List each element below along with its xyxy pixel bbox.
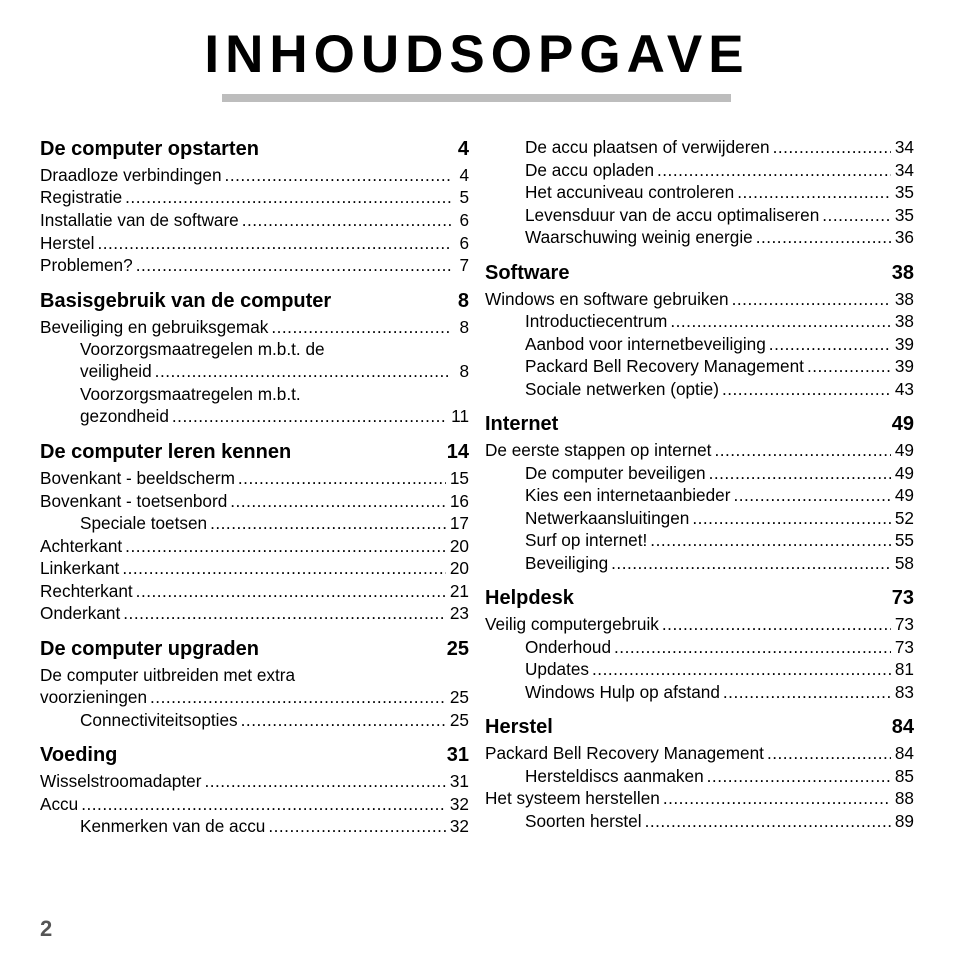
toc-entry[interactable]: Het accuniveau controleren ..... 35 (525, 181, 914, 203)
toc-heading[interactable]: Software 38 (485, 262, 914, 284)
toc-entry[interactable]: Beveiliging ..... 58 (525, 552, 914, 574)
toc-heading[interactable]: Basisgebruik van de computer 8 (40, 290, 469, 312)
toc-entry[interactable]: Packard Bell Recovery Management ..... 39 (525, 355, 914, 377)
toc-entry[interactable]: Updates ..... 81 (525, 658, 914, 680)
toc-entry[interactable]: Rechterkant ..... 21 (40, 580, 469, 602)
toc-entry-line: Voorzorgsmaatregelen m.b.t. (80, 384, 301, 404)
toc-entry[interactable]: Packard Bell Recovery Management ..... 84 (485, 742, 914, 764)
toc-entry[interactable]: Het systeem herstellen ..... 88 (485, 787, 914, 809)
toc-entry[interactable]: De eerste stappen op internet ..... 49 (485, 439, 914, 461)
toc-entry[interactable]: Installatie van de software ..... 6 (40, 209, 469, 231)
toc-entry[interactable]: Veilig computergebruik ..... 73 (485, 613, 914, 635)
toc-entry[interactable]: Linkerkant ..... 20 (40, 557, 469, 579)
toc-entry[interactable]: Kenmerken van de accu ..... 32 (80, 815, 469, 837)
toc-entry[interactable]: De computer uitbreiden met extra voorzieningen ..... 25 (40, 664, 469, 708)
toc-entry[interactable]: Surf op internet! ..... 55 (525, 529, 914, 551)
toc-entry[interactable]: De accu opladen ..... 34 (525, 159, 914, 181)
toc-entry[interactable]: Sociale netwerken (optie) ..... 43 (525, 378, 914, 400)
toc-heading[interactable]: De computer upgraden 25 (40, 638, 469, 660)
toc-entry[interactable]: Wisselstroomadapter ..... 31 (40, 770, 469, 792)
toc-entry[interactable]: Voorzorgsmaatregelen m.b.t. gezondheid ..... 11 (80, 383, 469, 427)
toc-entry[interactable]: De accu plaatsen of verwijderen ..... 34 (525, 136, 914, 158)
toc-entry[interactable]: Connectiviteitsopties ..... 25 (80, 709, 469, 731)
toc-entry-line: Voorzorgsmaatregelen m.b.t. de (80, 339, 325, 359)
toc-entry[interactable]: Windows Hulp op afstand ..... 83 (525, 681, 914, 703)
toc-entry-line: De computer uitbreiden met extra (40, 665, 296, 685)
toc-heading[interactable]: Herstel 84 (485, 716, 914, 738)
toc-entry[interactable]: Levensduur van de accu optimaliseren ..... 35 (525, 204, 914, 226)
toc-entry[interactable]: Soorten herstel ..... 89 (525, 810, 914, 832)
toc-entry[interactable]: Bovenkant - toetsenbord ..... 16 (40, 490, 469, 512)
toc-entry[interactable]: Netwerkaansluitingen ..... 52 (525, 507, 914, 529)
toc-heading[interactable]: De computer leren kennen 14 (40, 441, 469, 463)
page-number: 2 (40, 916, 53, 941)
toc-entry[interactable]: Speciale toetsen ..... 17 (80, 512, 469, 534)
toc-entry[interactable]: Introductiecentrum ..... 38 (525, 310, 914, 332)
toc-heading[interactable]: De computer opstarten 4 (40, 138, 469, 160)
toc-entry[interactable]: Bovenkant - beeldscherm ..... 15 (40, 467, 469, 489)
toc-entry[interactable]: Onderkant ..... 23 (40, 602, 469, 624)
toc-entry[interactable]: Kies een internetaanbieder ..... 49 (525, 484, 914, 506)
toc-heading[interactable]: Helpdesk 73 (485, 587, 914, 609)
toc-entry[interactable]: Beveiliging en gebruiksgemak ..... 8 (40, 316, 469, 338)
toc-entry[interactable]: Onderhoud ..... 73 (525, 636, 914, 658)
toc-heading[interactable]: Internet 49 (485, 413, 914, 435)
toc-entry[interactable]: De computer beveiligen ..... 49 (525, 462, 914, 484)
toc-entry[interactable]: Waarschuwing weinig energie ..... 36 (525, 226, 914, 248)
toc-heading[interactable]: Voeding 31 (40, 744, 469, 766)
toc-entry[interactable]: Problemen? ..... 7 (40, 254, 469, 276)
toc-entry[interactable]: Windows en software gebruiken ..... 38 (485, 288, 914, 310)
toc-entry[interactable]: Voorzorgsmaatregelen m.b.t. de veiligheid ..... 8 (80, 338, 469, 382)
title-underline (222, 94, 731, 102)
toc-entry[interactable]: Registratie ..... 5 (40, 186, 469, 208)
page-title: INHOUDSOPGAVE (204, 25, 750, 84)
toc-entry[interactable]: Achterkant ..... 20 (40, 535, 469, 557)
toc-entry[interactable]: Accu ..... 32 (40, 793, 469, 815)
toc-entry[interactable]: Herstel ..... 6 (40, 232, 469, 254)
toc-entry[interactable]: Aanbod voor internetbeveiliging ..... 39 (525, 333, 914, 355)
toc-entry[interactable]: Hersteldiscs aanmaken ..... 85 (525, 765, 914, 787)
toc-entry[interactable]: Draadloze verbindingen ..... 4 (40, 164, 469, 186)
